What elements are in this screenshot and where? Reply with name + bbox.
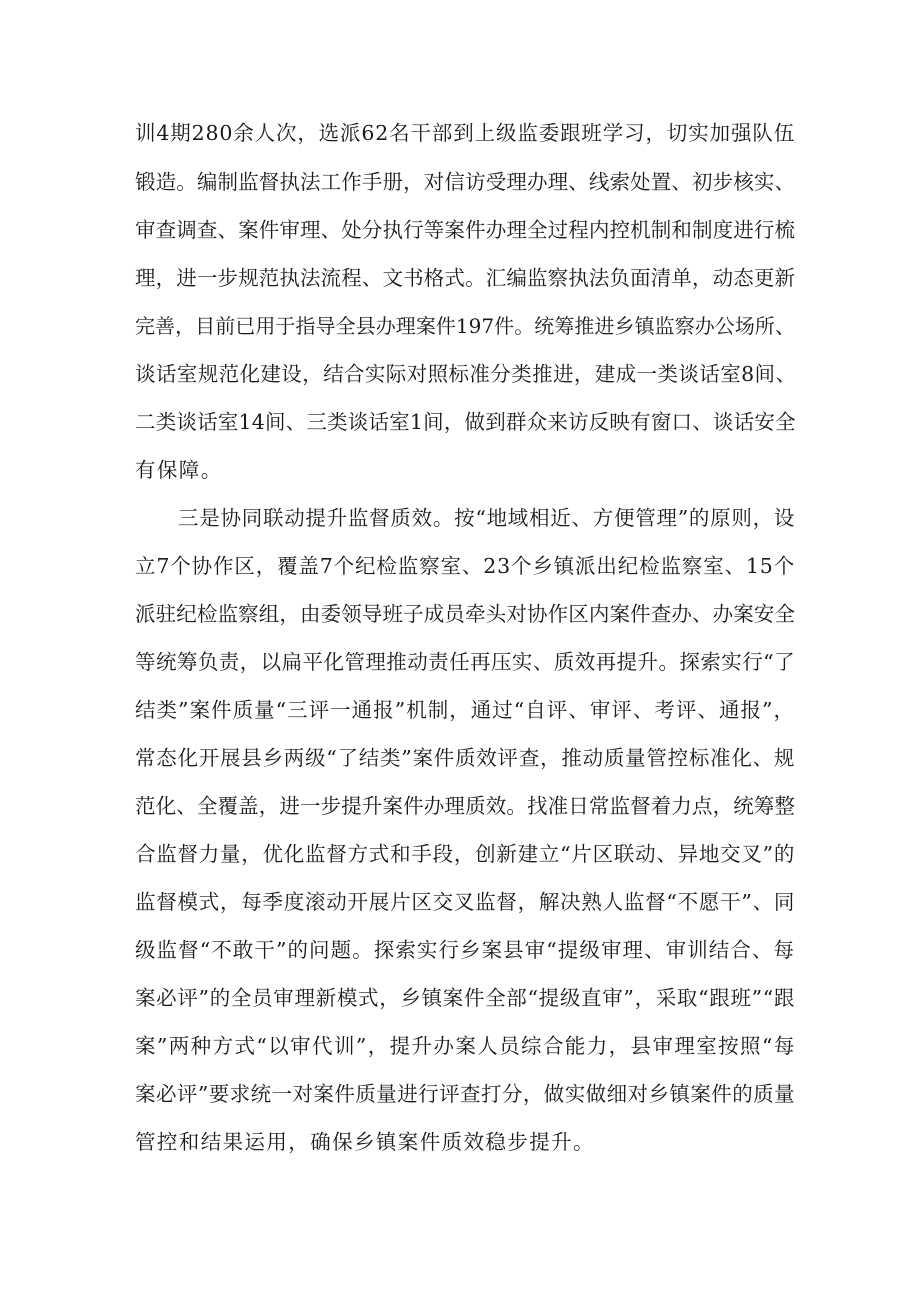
- text-line: 派驻纪检监察组，由委领导班子成员牵头对协作区内案件查办、办案安全: [135, 602, 795, 626]
- text-line: 有保障。: [135, 458, 223, 482]
- text-line: 范化、全覆盖，进一步提升案件办理质效。找准日常监督着力点，统筹整: [135, 794, 795, 818]
- text-line: 理，进一步规范执法流程、文书格式。汇编监察执法负面清单，动态更新: [135, 266, 795, 290]
- text-line: 等统筹负责，以扁平化管理推动责任再压实、质效再提升。探索实行“了: [135, 650, 795, 674]
- text-line: 二类谈话室14间、三类谈话室1间，做到群众来访反映有窗口、谈话安全: [135, 410, 796, 434]
- text-line: 完善，目前已用于指导全县办理案件197件。统筹推进乡镇监察办公场所、: [135, 314, 795, 338]
- text-line: 立7个协作区，覆盖7个纪检监察室、23个乡镇派出纪检监察室、15个: [135, 554, 795, 578]
- text-line: 审查调查、案件审理、处分执行等案件办理全过程内控机制和制度进行梳: [135, 218, 795, 242]
- text-line: 案必评”要求统一对案件质量进行评查打分，做实做细对乡镇案件的质量: [135, 1082, 795, 1106]
- text-line: 案”两种方式“以审代训”，提升办案人员综合能力，县审理室按照“每: [135, 1034, 796, 1058]
- text-line: 结类”案件质量“三评一通报”机制，通过“自评、审评、考评、通报”，: [135, 698, 795, 722]
- text-line: 训4期280余人次，选派62名干部到上级监委跟班学习，切实加强队伍: [135, 121, 795, 145]
- text-line: 锻造。编制监督执法工作手册，对信访受理办理、线索处置、初步核实、: [135, 170, 795, 194]
- text-line: 案必评”的全员审理新模式，乡镇案件全部“提级直审”，采取“跟班”“跟: [135, 986, 795, 1010]
- text-line: 常态化开展县乡两级“了结类”案件质效评查，推动质量管控标准化、规: [135, 746, 795, 770]
- text-line: 管控和结果运用，确保乡镇案件质效稳步提升。: [135, 1130, 595, 1154]
- text-line: 合监督力量，优化监督方式和手段，创新建立“片区联动、异地交叉”的: [135, 842, 795, 866]
- paragraph-first-line: 三是协同联动提升监督质效。按“地域相近、方便管理”的原则，设: [178, 506, 795, 530]
- text-line: 级监督“不敢干”的问题。探索实行乡案县审“提级审理、审训结合、每: [135, 938, 795, 962]
- text-line: 谈话室规范化建设，结合实际对照标准分类推进，建成一类谈话室8间、: [135, 362, 797, 386]
- text-line: 监督模式，每季度滚动开展片区交叉监督，解决熟人监督“不愿干”、同: [135, 890, 795, 914]
